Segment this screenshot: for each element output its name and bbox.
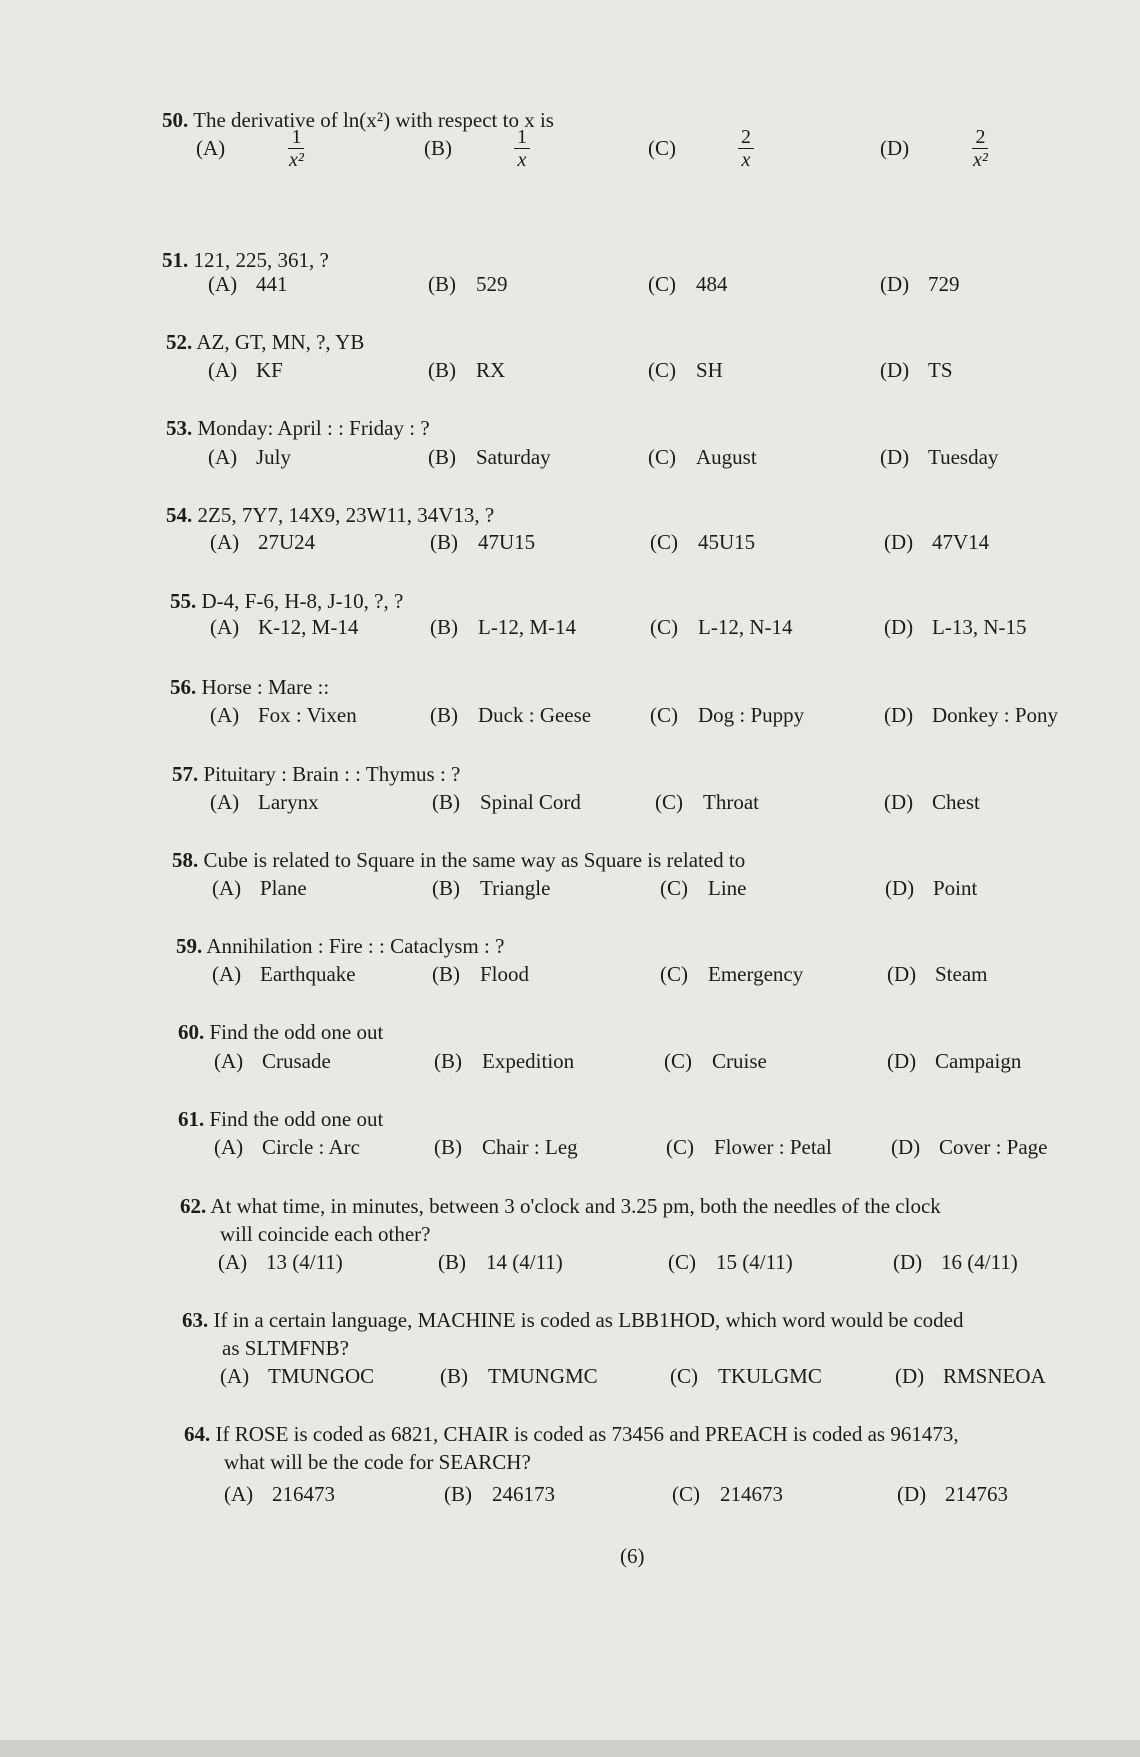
option-text: 16 (4/11) <box>941 1250 1018 1274</box>
question-number: 52. <box>166 330 193 354</box>
option-text: 729 <box>928 272 960 296</box>
option-text: KF <box>256 358 283 382</box>
option-a <box>208 358 283 383</box>
question-number: 58. <box>172 848 199 872</box>
question-stem <box>172 846 745 874</box>
option-label: (C) <box>650 703 678 727</box>
fraction <box>286 126 307 171</box>
option-label: (C) <box>666 1135 694 1159</box>
option-label: (D) <box>885 876 915 900</box>
option-text: L-13, N-15 <box>932 615 1027 639</box>
question-text: If ROSE is coded as 6821, CHAIR is coded as 73456 and PREACH is coded as 961473, <box>215 1422 959 1446</box>
option-b <box>432 876 550 901</box>
option-label: (B) <box>438 1250 466 1274</box>
option-text: SH <box>696 358 723 382</box>
option-label: (D) <box>880 445 910 469</box>
option-label: (C) <box>648 272 676 296</box>
option-label: (B) <box>428 272 456 296</box>
option-b <box>428 445 551 470</box>
question-text: Pituitary : Brain : : Thymus : ? <box>203 762 461 786</box>
option-b <box>430 703 591 728</box>
option-d <box>880 358 953 383</box>
option-text: Donkey : Pony <box>932 703 1058 727</box>
option-label: (D) <box>884 790 914 814</box>
option-label: (D) <box>880 358 910 382</box>
option-text: Larynx <box>258 790 319 814</box>
option-text: RX <box>476 358 506 382</box>
option-b <box>432 962 529 987</box>
option-a <box>220 1364 374 1389</box>
option-d <box>880 272 960 297</box>
option-text: Steam <box>935 962 988 986</box>
option-b <box>424 126 530 171</box>
question-text: If in a certain language, MACHINE is coded as LBB1HOD, which word would be coded <box>213 1308 964 1332</box>
fraction-numerator: 1 <box>514 126 530 149</box>
option-c <box>672 1482 783 1507</box>
page-number: (6) <box>620 1544 645 1568</box>
fraction-denominator: x² <box>289 149 304 171</box>
fraction <box>514 126 530 171</box>
option-a <box>210 703 357 728</box>
option-text: TMUNGMC <box>488 1364 598 1388</box>
option-a <box>214 1049 331 1074</box>
option-text: L-12, M-14 <box>478 615 576 639</box>
question-53 <box>166 414 430 442</box>
option-text: 214763 <box>945 1482 1008 1506</box>
option-text: Duck : Geese <box>478 703 592 727</box>
question-number: 63. <box>182 1308 209 1332</box>
option-c <box>648 358 723 383</box>
question-stem <box>180 1192 941 1220</box>
question-number: 50. <box>162 108 189 132</box>
question-52 <box>166 328 364 356</box>
question-number: 51. <box>162 248 189 272</box>
option-text: Cruise <box>712 1049 767 1073</box>
question-61 <box>178 1105 383 1133</box>
option-text: 14 (4/11) <box>486 1250 563 1274</box>
option-text: Crusade <box>262 1049 331 1073</box>
page-edge <box>0 1740 1140 1757</box>
question-stem <box>172 760 460 788</box>
option-label: (C) <box>650 530 678 554</box>
option-text: Triangle <box>480 876 551 900</box>
option-a <box>212 962 356 987</box>
option-text: Flood <box>480 962 530 986</box>
option-text: 214673 <box>720 1482 783 1506</box>
question-stem <box>178 1018 383 1046</box>
option-c <box>648 445 757 470</box>
option-label: (B) <box>428 358 456 382</box>
option-label: (A) <box>224 1482 254 1506</box>
question-text-line-2: will coincide each other? <box>220 1222 431 1246</box>
option-label: (B) <box>428 445 456 469</box>
question-number: 57. <box>172 762 199 786</box>
option-label: (C) <box>660 876 688 900</box>
fraction <box>738 126 754 171</box>
option-label: (B) <box>430 530 458 554</box>
question-stem <box>162 246 329 274</box>
option-label: (C) <box>660 962 688 986</box>
option-label: (D) <box>884 530 914 554</box>
option-label: (B) <box>432 962 460 986</box>
option-text: 15 (4/11) <box>716 1250 793 1274</box>
option-text: Earthquake <box>260 962 356 986</box>
option-a <box>214 1135 360 1160</box>
option-b <box>428 358 505 383</box>
option-label: (D) <box>880 272 910 296</box>
option-text: Point <box>933 876 978 900</box>
question-stem <box>166 414 430 442</box>
option-b <box>430 615 576 640</box>
option-text: TKULGMC <box>718 1364 822 1388</box>
option-label: (A) <box>220 1364 250 1388</box>
fraction-numerator: 2 <box>972 126 988 149</box>
question-stem <box>170 587 403 615</box>
option-label: (A) <box>210 703 240 727</box>
option-text: July <box>256 445 292 469</box>
option-text: Chest <box>932 790 980 814</box>
option-d <box>897 1482 1008 1507</box>
option-label: (B) <box>430 615 458 639</box>
question-number: 62. <box>180 1194 207 1218</box>
option-text: Fox : Vixen <box>258 703 357 727</box>
option-label: (D) <box>897 1482 927 1506</box>
question-stem <box>166 501 494 529</box>
fraction-denominator: x² <box>973 149 988 171</box>
option-label: (C) <box>648 136 676 160</box>
option-c <box>650 530 755 555</box>
option-text: L-12, N-14 <box>698 615 793 639</box>
option-text: Circle : Arc <box>262 1135 360 1159</box>
option-label: (C) <box>668 1250 696 1274</box>
fraction-numerator: 2 <box>738 126 754 149</box>
option-label: (C) <box>670 1364 698 1388</box>
option-text: TMUNGOC <box>268 1364 375 1388</box>
option-text: 216473 <box>272 1482 335 1506</box>
question-56 <box>170 673 329 701</box>
question-number: 64. <box>184 1422 211 1446</box>
option-c <box>650 615 792 640</box>
question-59 <box>176 932 504 960</box>
option-label: (A) <box>212 876 242 900</box>
question-stem <box>184 1420 959 1448</box>
question-55 <box>170 587 403 615</box>
option-c <box>655 790 759 815</box>
option-label: (A) <box>196 136 226 160</box>
question-stem <box>176 932 504 960</box>
option-text: 441 <box>256 272 288 296</box>
option-label: (B) <box>432 790 460 814</box>
option-a <box>210 790 319 815</box>
option-text: Expedition <box>482 1049 575 1073</box>
option-label: (B) <box>434 1049 462 1073</box>
fraction-denominator: x <box>741 149 751 171</box>
option-b <box>430 530 535 555</box>
option-text: Flower : Petal <box>714 1135 832 1159</box>
option-label: (B) <box>430 703 458 727</box>
option-label: (A) <box>208 358 238 382</box>
option-text: 47V14 <box>932 530 990 554</box>
question-text: At what time, in minutes, between 3 o'clock and 3.25 pm, both the needles of the clock <box>210 1194 941 1218</box>
option-label: (D) <box>887 1049 917 1073</box>
question-number: 60. <box>178 1020 205 1044</box>
question-text: 121, 225, 361, ? <box>193 248 329 272</box>
question-54 <box>166 501 494 529</box>
option-label: (C) <box>648 445 676 469</box>
option-label: (D) <box>893 1250 923 1274</box>
question-62 <box>180 1192 941 1248</box>
option-text: Line <box>708 876 747 900</box>
option-text: Chair : Leg <box>482 1135 578 1159</box>
option-text: Campaign <box>935 1049 1022 1073</box>
option-b <box>438 1250 563 1275</box>
option-c <box>670 1364 822 1389</box>
question-number: 59. <box>176 934 203 958</box>
option-a <box>210 530 315 555</box>
question-text: The derivative of ln(x²) with respect to x is <box>193 108 554 132</box>
option-label: (A) <box>210 790 240 814</box>
question-text: Horse : Mare :: <box>201 675 330 699</box>
option-label: (C) <box>672 1482 700 1506</box>
option-label: (D) <box>887 962 917 986</box>
option-label: (B) <box>434 1135 462 1159</box>
option-b <box>434 1049 574 1074</box>
option-a <box>224 1482 335 1507</box>
option-label: (C) <box>650 615 678 639</box>
question-51 <box>162 246 329 274</box>
option-label: (B) <box>440 1364 468 1388</box>
option-c <box>660 962 803 987</box>
option-d <box>891 1135 1047 1160</box>
option-a <box>208 445 291 470</box>
option-text: Tuesday <box>928 445 999 469</box>
option-a <box>208 272 288 297</box>
question-58 <box>172 846 745 874</box>
question-stem <box>182 1306 963 1334</box>
option-b <box>434 1135 578 1160</box>
option-text: RMSNEOA <box>943 1364 1046 1388</box>
question-text-line-2: what will be the code for SEARCH? <box>224 1450 531 1474</box>
option-c <box>648 126 754 171</box>
option-label: (A) <box>210 530 240 554</box>
option-text: Throat <box>703 790 759 814</box>
question-number: 56. <box>170 675 197 699</box>
option-d <box>887 962 988 987</box>
option-b <box>432 790 581 815</box>
option-a <box>210 615 358 640</box>
option-d <box>887 1049 1021 1074</box>
option-label: (A) <box>218 1250 248 1274</box>
option-label: (D) <box>891 1135 921 1159</box>
option-c <box>666 1135 832 1160</box>
option-d <box>884 703 1058 728</box>
option-label: (A) <box>208 272 238 296</box>
option-text: 529 <box>476 272 508 296</box>
question-60 <box>178 1018 383 1046</box>
question-text: AZ, GT, MN, ?, YB <box>196 330 365 354</box>
option-label: (A) <box>212 962 242 986</box>
option-c <box>660 876 746 901</box>
option-text: K-12, M-14 <box>258 615 359 639</box>
option-c <box>650 703 804 728</box>
question-63 <box>182 1306 963 1362</box>
option-a <box>212 876 307 901</box>
question-text-line-2: as SLTMFNB? <box>222 1336 349 1360</box>
option-d <box>884 790 980 815</box>
option-c <box>664 1049 767 1074</box>
option-text: Cover : Page <box>939 1135 1048 1159</box>
option-c <box>648 272 728 297</box>
option-text: TS <box>928 358 953 382</box>
question-text: Find the odd one out <box>209 1020 384 1044</box>
question-text: Cube is related to Square in the same way as Square is related to <box>203 848 746 872</box>
question-text: Monday: April : : Friday : ? <box>197 416 430 440</box>
option-text: August <box>696 445 757 469</box>
question-text: Annihilation : Fire : : Cataclysm : ? <box>206 934 505 958</box>
question-stem <box>178 1105 383 1133</box>
option-c <box>668 1250 793 1275</box>
option-text: 45U15 <box>698 530 756 554</box>
option-text: 47U15 <box>478 530 536 554</box>
option-b <box>444 1482 555 1507</box>
option-b <box>428 272 508 297</box>
option-label: (B) <box>444 1482 472 1506</box>
question-text: 2Z5, 7Y7, 14X9, 23W11, 34V13, ? <box>197 503 495 527</box>
option-b <box>440 1364 598 1389</box>
fraction-numerator: 1 <box>288 126 304 149</box>
question-57 <box>172 760 460 788</box>
option-label: (B) <box>432 876 460 900</box>
question-number: 55. <box>170 589 197 613</box>
option-label: (D) <box>884 615 914 639</box>
option-d <box>880 445 998 470</box>
option-label: (C) <box>664 1049 692 1073</box>
option-text: 246173 <box>492 1482 555 1506</box>
option-d <box>884 615 1026 640</box>
option-label: (D) <box>895 1364 925 1388</box>
option-text: Saturday <box>476 445 551 469</box>
option-text: Emergency <box>708 962 804 986</box>
option-label: (C) <box>648 358 676 382</box>
option-text: Dog : Puppy <box>698 703 805 727</box>
option-text: Spinal Cord <box>480 790 581 814</box>
fraction <box>970 126 991 171</box>
option-label: (A) <box>208 445 238 469</box>
question-stem <box>170 673 329 701</box>
option-label: (A) <box>210 615 240 639</box>
option-d <box>893 1250 1018 1275</box>
option-d <box>884 530 989 555</box>
fraction-denominator: x <box>517 149 527 171</box>
option-text: Plane <box>260 876 307 900</box>
question-number: 54. <box>166 503 193 527</box>
question-number: 61. <box>178 1107 205 1131</box>
option-label: (C) <box>655 790 683 814</box>
option-text: 484 <box>696 272 728 296</box>
option-a <box>196 126 307 171</box>
question-text: D-4, F-6, H-8, J-10, ?, ? <box>201 589 404 613</box>
question-number: 53. <box>166 416 193 440</box>
option-label: (A) <box>214 1135 244 1159</box>
option-text: 13 (4/11) <box>266 1250 343 1274</box>
option-d <box>885 876 977 901</box>
option-text: 27U24 <box>258 530 316 554</box>
option-label: (B) <box>424 136 452 160</box>
question-64 <box>184 1420 959 1476</box>
option-d <box>895 1364 1046 1389</box>
question-stem <box>166 328 364 356</box>
option-label: (D) <box>884 703 914 727</box>
option-label: (A) <box>214 1049 244 1073</box>
option-d <box>880 126 991 171</box>
question-text: Find the odd one out <box>209 1107 384 1131</box>
option-a <box>218 1250 343 1275</box>
option-label: (D) <box>880 136 910 160</box>
